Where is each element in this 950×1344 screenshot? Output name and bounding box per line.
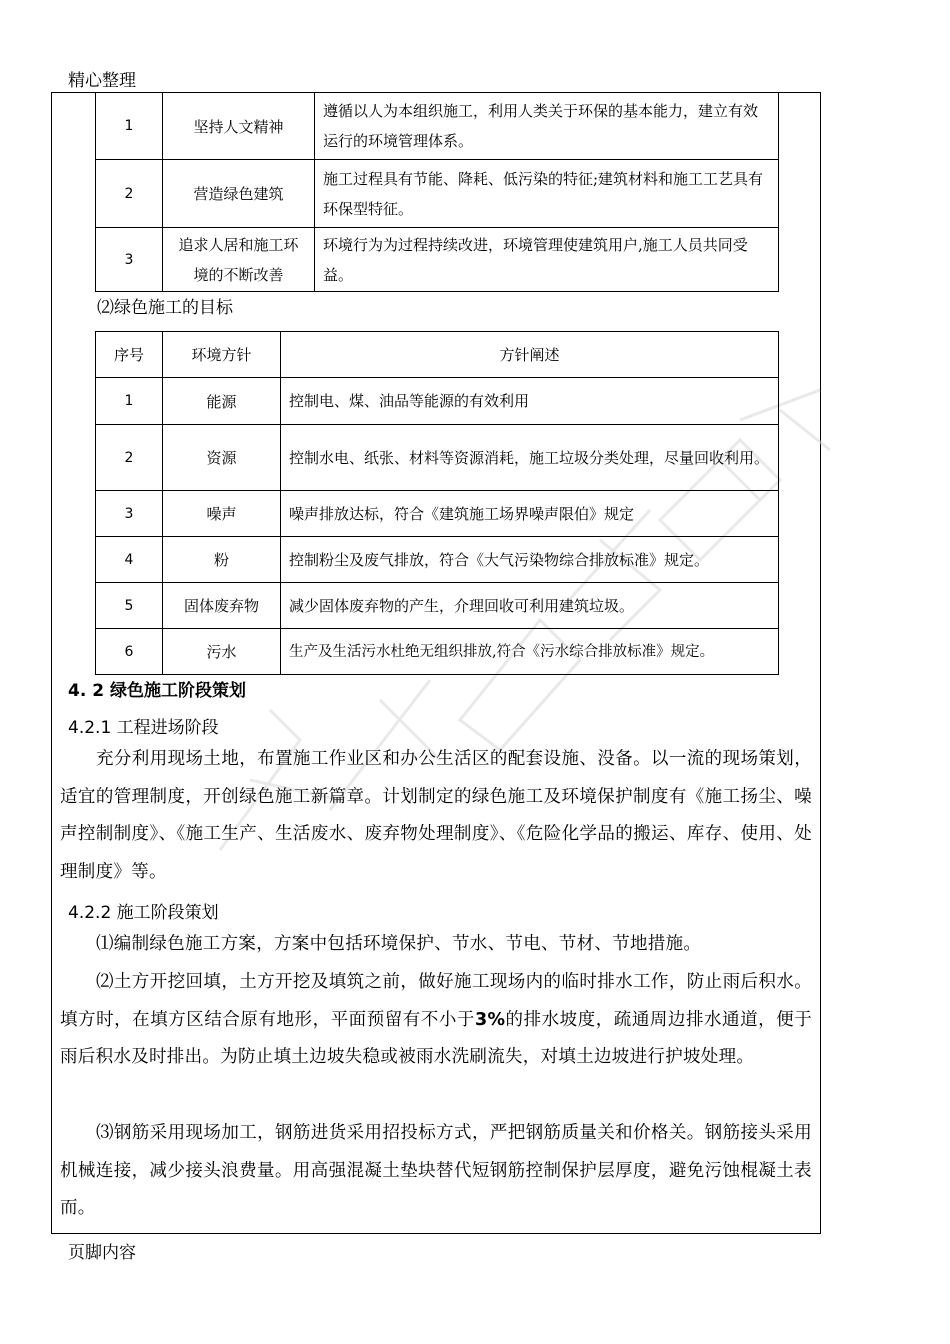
section-subtitle: ⑵绿色施工的目标: [97, 298, 233, 318]
page-header: 精心整理: [68, 71, 136, 91]
table-row: [96, 629, 779, 675]
row-number: 3: [96, 228, 163, 292]
paragraph: [60, 964, 812, 1077]
description-cell: 环境行为为过程持续改进，环境管理使建筑用户,施工人员共同受益。: [315, 228, 779, 292]
slope-percent: 3%: [474, 1009, 506, 1030]
row-number: 4: [96, 537, 163, 583]
column-header: 方针阐述: [281, 332, 779, 378]
description-cell: 遵循以人为本组织施工，利用人类关于环保的基本能力，建立有效运行的环境管理体系。: [315, 93, 779, 160]
policy-cell: 营造绿色建筑: [163, 160, 315, 228]
description-cell: 控制水电、纸张、材料等资源消耗，施工垃圾分类处理，尽量回收利用。: [281, 425, 779, 491]
description-cell: 噪声排放达标，符合《建筑施工场界噪声限伯》规定: [281, 491, 779, 537]
paragraph-text: ⑵土方开挖回填，土方开挖及填筑之前，做好施工现场内的临时排水工作，防止雨后积水。填方时，在填方区结合原有地形，平面预留有不小于: [60, 972, 812, 1030]
row-number: 1: [96, 93, 163, 160]
paragraph-text: 的排水坡度，疏通周边排水通道，便于雨后积水及时排出。为防止填土边坡失稳或被雨水洗刷流失，对填土边坡进行护坡处理。: [60, 1009, 812, 1067]
section-heading: 4. 2 绿色施工阶段策划: [68, 681, 246, 701]
description-cell: 生产及生活污水杜绝无组织排放,符合《污水综合排放标准》规定。: [281, 629, 779, 675]
subsection-heading: 4.2.2 施工阶段策划: [68, 903, 219, 923]
page-footer: 页脚内容: [68, 1243, 136, 1263]
policy-cell: 污水: [163, 629, 281, 675]
policy-cell: 追求人居和施工环境的不断改善: [163, 228, 315, 292]
paragraph: 充分利用现场土地，布置施工作业区和办公生活区的配套设施、没备。以一流的现场策划，适宜的管理制度，开创绿色施工新篇章。计划制定的绿色施工及环境保护制度有《施工扬尘、噪声控制制度》、《施工生产、生活废水、废弃物处理制度》、《危险化学品的搬运、库存、使用、处理制度》等。: [60, 749, 812, 882]
column-header: 环境方针: [163, 332, 281, 378]
row-number: 1: [96, 378, 163, 425]
column-header: 序号: [96, 332, 163, 378]
policy-cell: 能源: [163, 378, 281, 425]
paragraph: ⑶钢筋采用现场加工，钢筋进货采用招投标方式，严把钢筋质量关和价格关。钢筋接头采用机械连接，减少接头浪费量。用高强混凝土垫块替代短钢筋控制保护层厚度，避免污蚀棍凝土表而。: [60, 1123, 812, 1218]
table-row: [96, 425, 779, 491]
table-row: [96, 491, 779, 537]
row-number: 5: [96, 583, 163, 629]
table-row: [96, 537, 779, 583]
paragraph: ⑴编制绿色施工方案，方案中包括环境保护、节水、节电、节材、节地措施。: [96, 934, 702, 954]
principles-table: [95, 92, 779, 292]
description-cell: 减少固体废弃物的产生，介理回收可利用建筑垃圾。: [281, 583, 779, 629]
table-row: [96, 378, 779, 425]
row-number: 3: [96, 491, 163, 537]
row-number: 2: [96, 425, 163, 491]
targets-table: [95, 331, 779, 675]
description-cell: 控制粉尘及废气排放，符合《大气污染物综合排放标准》规定。: [281, 537, 779, 583]
policy-cell: 粉: [163, 537, 281, 583]
table-row: [96, 160, 779, 228]
description-cell: 施工过程具有节能、降耗、低污染的特征;建筑材料和施工工艺具有环保型特征。: [315, 160, 779, 228]
policy-cell: 固体废弃物: [163, 583, 281, 629]
policy-cell: 坚持人文精神: [163, 93, 315, 160]
table-row: [96, 583, 779, 629]
table-header-row: [96, 332, 779, 378]
table-row: [96, 228, 779, 292]
subsection-heading: 4.2.1 工程进场阶段: [68, 718, 219, 738]
policy-cell: 资源: [163, 425, 281, 491]
row-number: 6: [96, 629, 163, 675]
row-number: 2: [96, 160, 163, 228]
policy-cell: 噪声: [163, 491, 281, 537]
description-cell: 控制电、煤、油品等能源的有效利用: [281, 378, 779, 425]
table-row: [96, 93, 779, 160]
